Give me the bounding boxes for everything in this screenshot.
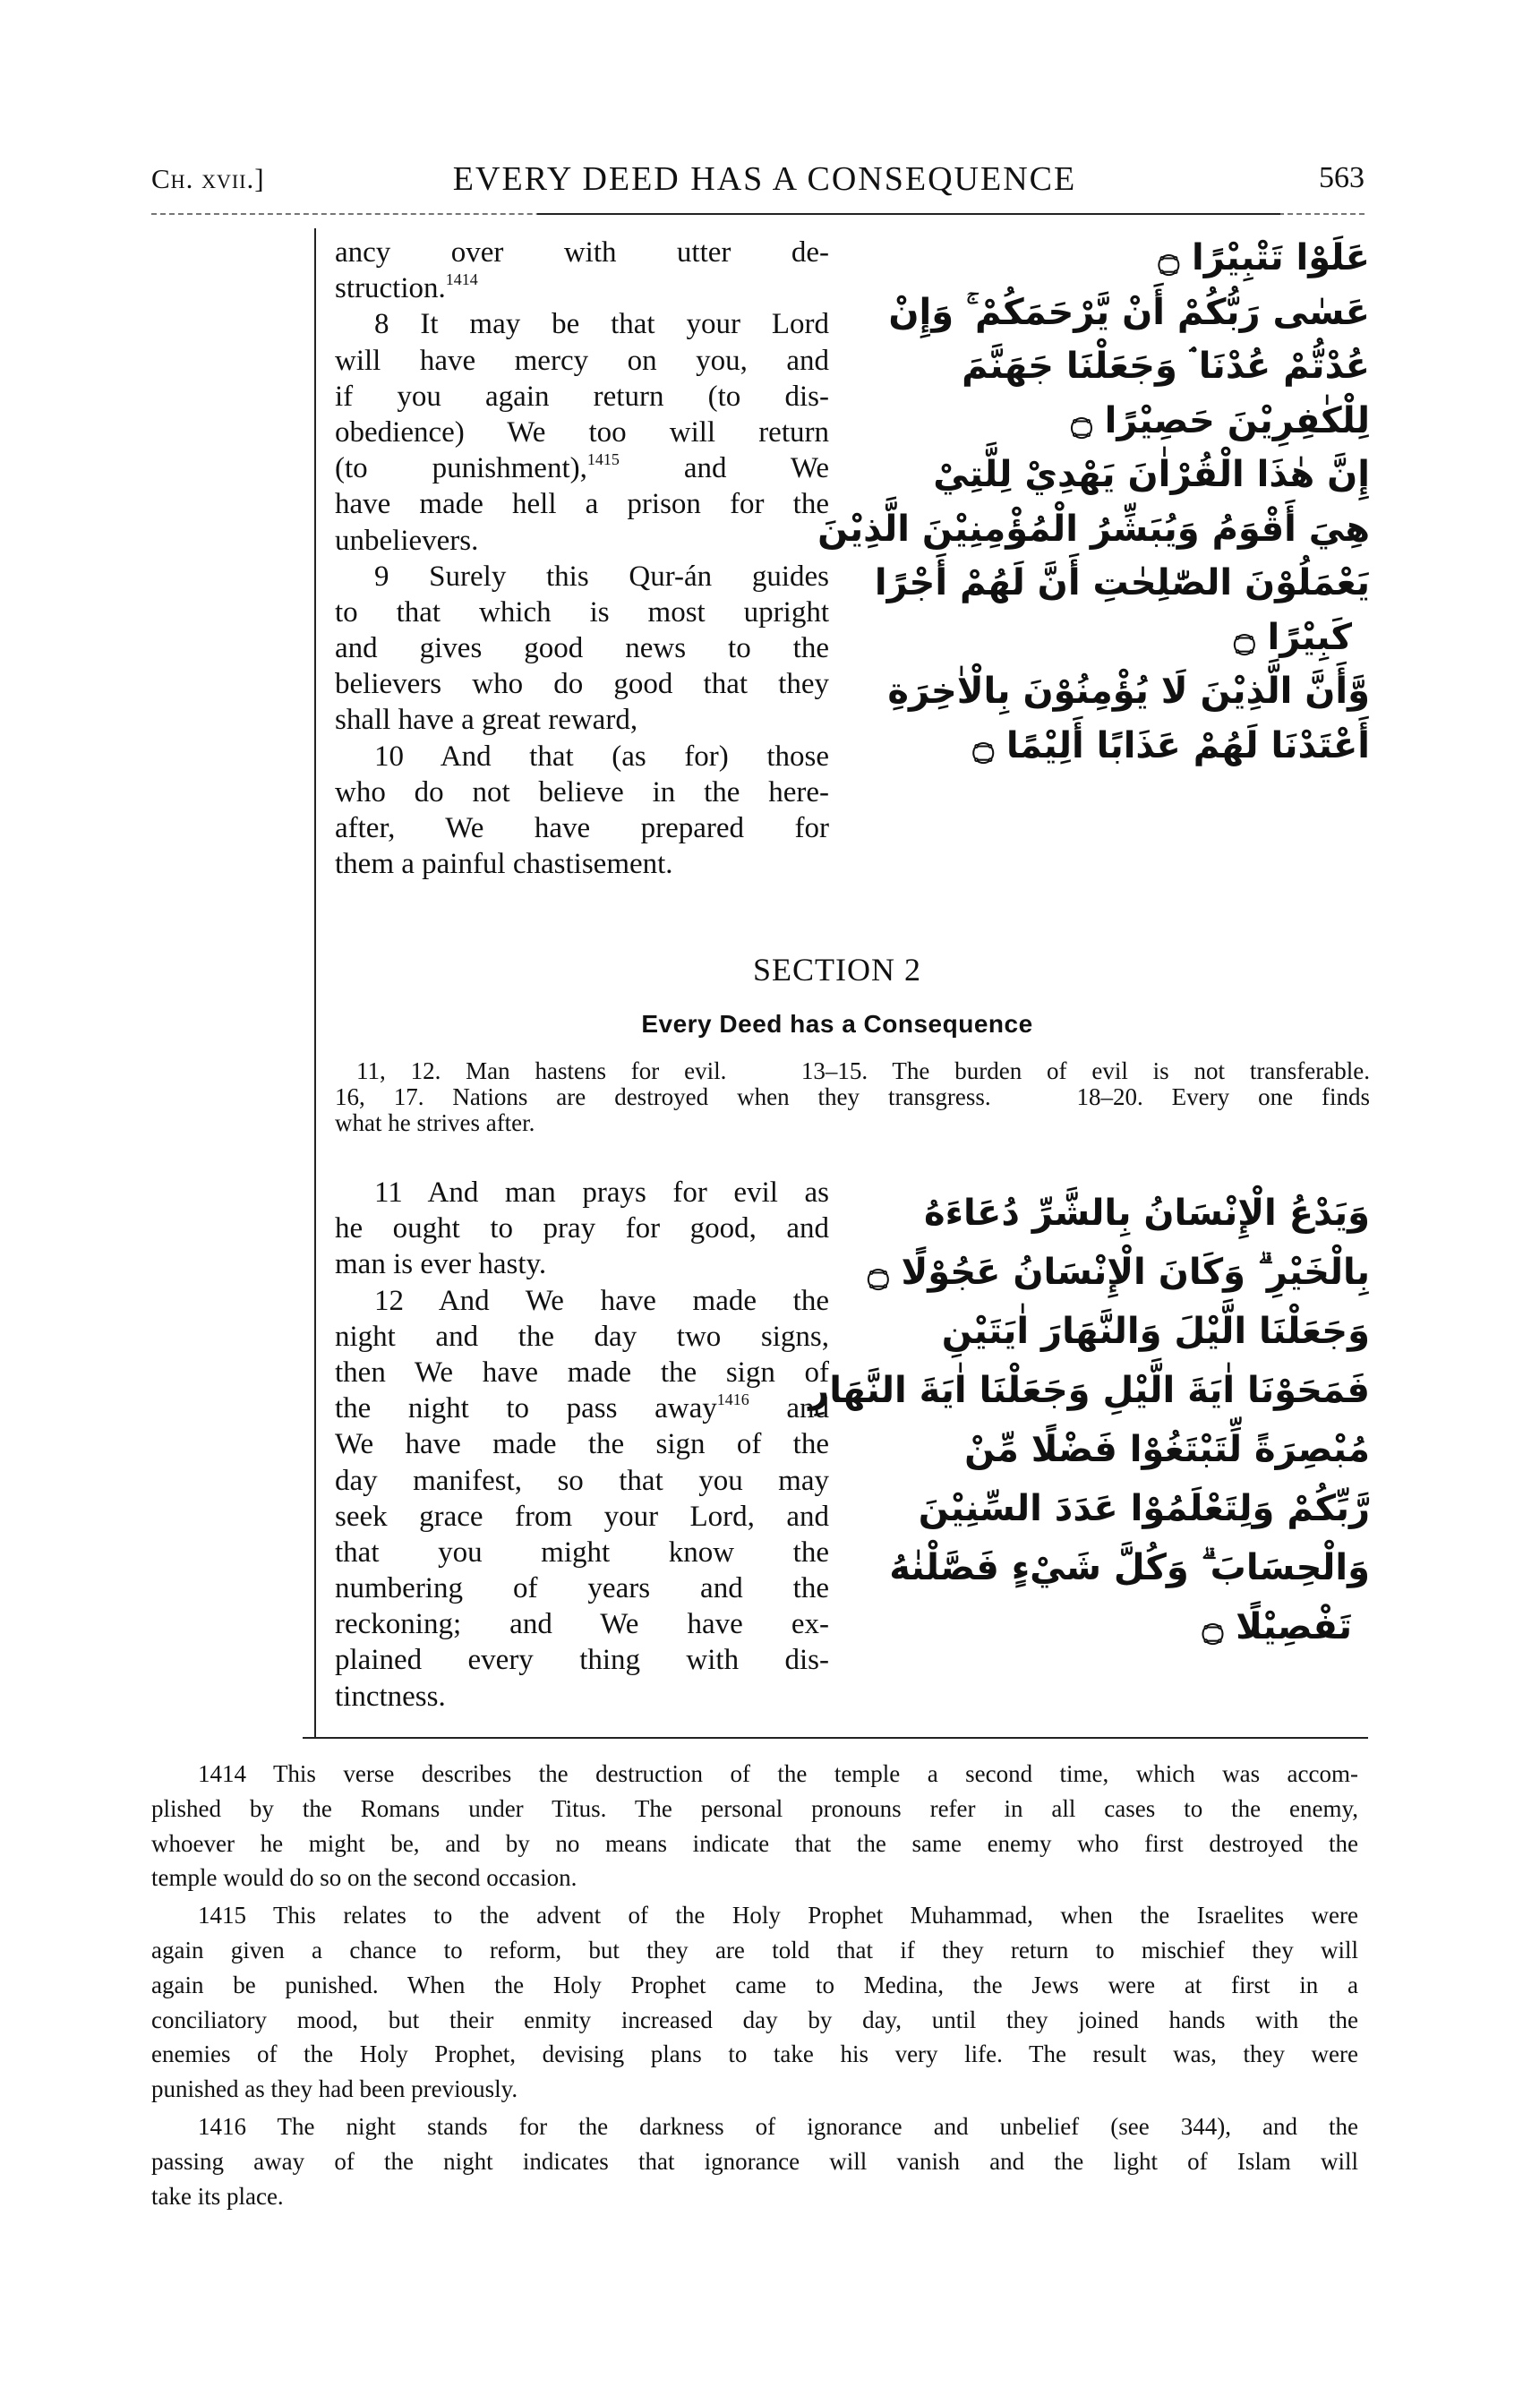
verse-10-start: 10 And that (as for) those (374, 740, 829, 773)
section-subtitle: Every Deed has a Consequence (641, 1010, 1033, 1038)
arabic-line: وَجَعَلْنَا الَّيْلَ وَالنَّهَارَ اٰيَتَيْنِ (941, 1311, 1370, 1352)
footnote-line: enemies of the Holy Prophet, devising plans to take his very life. The result was, they were (151, 2040, 1358, 2068)
text-line: day manifest, so that you may (335, 1464, 829, 1497)
running-header (151, 159, 1365, 199)
arabic-line: عَسٰى رَبُّكُمْ أَنْ يَّرْحَمَكُمْ ۚ وَإِنْ (888, 291, 1370, 333)
footnote-line: whoever he might be, and by no means indicate that the same enemy who first destroyed the (151, 1829, 1358, 1857)
footnote-line: conciliatory mood, but their enmity increased day by day, until they joined hands with the (151, 2006, 1358, 2033)
section-heading: SECTION 2 (753, 952, 921, 988)
arabic-line: وَّأَنَّ الَّذِيْنَ لَا يُؤْمِنُوْنَ بِالْاٰخِرَةِ (887, 671, 1370, 712)
arabic-line: عُدْتُّمْ عُدْنَا ۘ وَجَعَلْنَا جَهَنَّمَ (962, 346, 1370, 387)
arabic-line: إِنَّ هٰذَا الْقُرْاٰنَ يَهْدِيْ لِلَّتِيْ (933, 454, 1370, 495)
footnote-line: again be punished. When the Holy Prophet came to Medina, the Jews were at first in a (151, 1971, 1358, 1998)
arabic-line: أَعْتَدْنَا لَهُمْ عَذَابًا أَلِيْمًا ۝ (972, 724, 1370, 766)
footnote-1414 (151, 1757, 1358, 1895)
text-line: have made hell a prison for the (335, 488, 829, 521)
footnote-1416 (151, 2109, 1358, 2213)
translation-column-part2 (335, 1175, 829, 1715)
text-line: shall have a great reward, (335, 704, 638, 737)
verse-8-start: 8 It may be that your Lord (374, 308, 829, 341)
text-line: night and the day two signs, (335, 1320, 829, 1353)
translation-column-part1 (335, 235, 829, 882)
text-line: plained every thing with dis- (335, 1644, 829, 1677)
footnote-line: temple would do so on the second occasion. (151, 1864, 578, 1892)
footnote-line: 1414 This verse describes the destruction of the temple a second time, which was accom- (198, 1760, 1358, 1787)
text-line: numbering of years and the (335, 1572, 829, 1605)
text-line: will have mercy on you, and (335, 344, 829, 377)
text-line: struction.$^{1414}$ (335, 270, 478, 305)
page-title: EVERY DEED HAS A CONSEQUENCE (452, 160, 1077, 198)
footnote-rule (303, 1737, 1368, 1739)
arabic-column-part1 (817, 231, 1370, 773)
summary-line: what he strives after. (335, 1109, 535, 1136)
text-line: he ought to pray for good, and (335, 1212, 829, 1245)
footnote-line: 1415 This relates to the advent of the Holy Prophet Muhammad, when the Israelites were (198, 1902, 1358, 1929)
arabic-line: يَعْمَلُوْنَ الصّٰلِحٰتِ أَنَّ لَهُمْ أَجْرًا (874, 562, 1370, 603)
text-line: unbelievers. (335, 524, 479, 557)
section-summary (335, 1058, 1370, 1136)
header-rule-solid (537, 213, 1280, 215)
footnote-line: take its place. (151, 2182, 284, 2210)
arabic-line: عَلَوْا تَتْبِيْرًا ۝ (1158, 237, 1370, 278)
text-line: tinctness. (335, 1680, 446, 1713)
text-line: We have made the sign of the (335, 1428, 829, 1461)
text-line: after, We have prepared for (335, 812, 829, 844)
arabic-line: فَمَحَوْنَا اٰيَةَ الَّيْلِ وَجَعَلْنَا اٰيَةَ النَّهَارِ (808, 1370, 1370, 1411)
footnotes (151, 1757, 1358, 2216)
text-line: to that which is most upright (335, 595, 829, 629)
arabic-line: كَبِيْرًا ۝ (1234, 616, 1352, 658)
text-line: if you again return (to dis- (335, 380, 829, 413)
arabic-line: وَيَدْعُ الْإِنْسَانُ بِالشَّرِّ دُعَاءَهُ (923, 1193, 1370, 1234)
arabic-line: تَفْصِيْلًا ۝ (1202, 1606, 1352, 1647)
arabic-column-part2 (808, 1184, 1370, 1656)
text-line: seek grace from your Lord, and (335, 1500, 829, 1533)
text-line: them a painful chastisement. (335, 848, 673, 881)
text-line: obedience) We too will return (335, 415, 829, 449)
verse-11-start: 11 And man prays for evil as (374, 1176, 829, 1209)
summary-line: 16, 17. Nations are destroyed when they transgress. 18–20. Every one finds (335, 1083, 1370, 1110)
text-line: who do not believe in the here- (335, 775, 829, 808)
text-line: that you might know the (335, 1536, 829, 1569)
footnote-line: plished by the Romans under Titus. The personal pronouns refer in all cases to the enemy, (151, 1794, 1358, 1822)
verse-9-start: 9 Surely this Qur-án guides (374, 560, 829, 593)
text-line: ancy over with utter de- (335, 236, 829, 269)
footnote-ref-1416[interactable]: 1416 (716, 1390, 749, 1409)
arabic-line: مُبْصِرَةً لِّتَبْتَغُوْا فَضْلًا مِّنْ (964, 1429, 1370, 1470)
text-line: reckoning; and We have ex- (335, 1608, 829, 1641)
arabic-line: رَّبِّكُمْ وَلِتَعْلَمُوْا عَدَدَ السِّنِيْنَ (918, 1488, 1370, 1529)
arabic-line: هِيَ أَقْوَمُ وَيُبَشِّرُ الْمُؤْمِنِيْنَ الَّذِيْنَ (817, 508, 1370, 550)
text-line: the night to pass away$^{1416}$ and (335, 1390, 829, 1425)
footnote-ref-1415[interactable]: 1415 (586, 450, 620, 469)
chapter-label: Ch. xvii.] (151, 163, 265, 194)
verse-12-start: 12 And We have made the (374, 1284, 829, 1317)
footnote-line: 1416 The night stands for the darkness of ignorance and unbelief (see 344), and the (198, 2112, 1358, 2140)
arabic-line: وَالْحِسَابَ ۗ وَكُلَّ شَيْءٍ فَصَّلْنٰهُ (889, 1547, 1370, 1588)
text-line: (to punishment),$^{1415}$ and We (335, 450, 829, 485)
arabic-line: بِالْخَيْرِ ۗ وَكَانَ الْإِنْسَانُ عَجُوْلًا ۝ (868, 1252, 1370, 1293)
page-number: 563 (1319, 161, 1365, 194)
summary-line: 11, 12. Man hastens for evil. 13–15. The burden of evil is not transferable. (356, 1057, 1370, 1084)
arabic-line: لِلْكٰفِرِيْنَ حَصِيْرًا ۝ (1071, 399, 1370, 441)
text-line: and gives good news to the (335, 632, 829, 665)
footnote-line: punished as they had been previously. (151, 2075, 518, 2103)
footnote-line: again given a chance to reform, but they are told that if they return to mischief they will (151, 1936, 1358, 1963)
footnote-1415 (151, 1898, 1358, 2107)
text-line: believers who do good that they (335, 668, 829, 701)
footnote-line: passing away of the night indicates that ignorance will vanish and the light of Islam will (151, 2147, 1358, 2175)
footnote-ref-1414[interactable]: 1414 (445, 270, 478, 289)
text-line: then We have made the sign of (335, 1356, 829, 1389)
text-line: man is ever hasty. (335, 1248, 547, 1281)
